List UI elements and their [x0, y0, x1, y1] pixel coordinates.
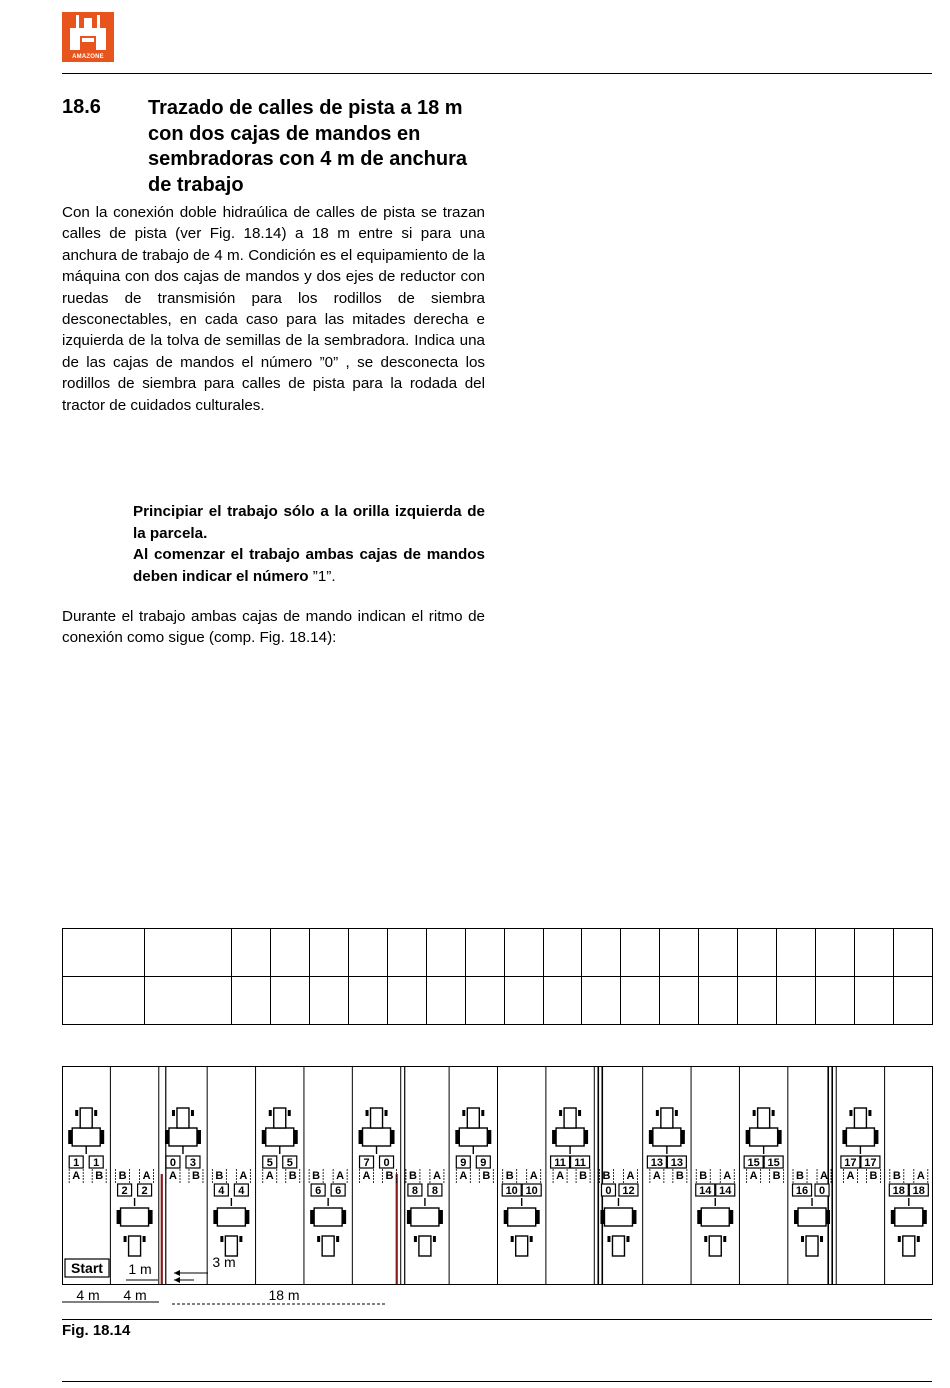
tractor-icon [68, 1108, 104, 1154]
half-side-label: B [482, 1170, 491, 1182]
half-side-label: B [869, 1170, 878, 1182]
control-box-left: 5 [266, 1157, 273, 1169]
control-box-left: 17 [844, 1157, 857, 1169]
arrow-icon [174, 1270, 180, 1283]
half-side-label: B [772, 1170, 781, 1182]
rhythm-paragraph: Durante el trabajo ambas cajas de mando indican el ritmo de conexión como sigue (comp. Fig. 18.14): [62, 608, 485, 647]
tractor-icon [262, 1108, 298, 1154]
pass-3 [165, 1108, 203, 1183]
half-side-label: A [168, 1170, 177, 1182]
tractor-icon [649, 1108, 685, 1154]
sequence-table [62, 928, 933, 1025]
half-side-label: A [142, 1170, 151, 1182]
control-box-right: 8 [431, 1185, 438, 1197]
control-box-left: 2 [121, 1185, 128, 1197]
half-side-label: B [602, 1170, 611, 1182]
note-number: ”1”. [312, 567, 336, 585]
tractor-logo-icon [62, 12, 114, 52]
tractor-icon [842, 1108, 878, 1154]
tractor-icon [165, 1108, 201, 1154]
half-side-label: A [652, 1170, 661, 1182]
header-rule [62, 73, 932, 74]
pass-10 [502, 1169, 541, 1256]
control-box-left: 9 [460, 1157, 467, 1169]
control-box-right: 12 [622, 1185, 635, 1197]
control-box-right: 5 [286, 1157, 293, 1169]
control-box-right: 4 [238, 1185, 245, 1197]
control-box-left: 0 [169, 1157, 177, 1169]
half-side-label: A [239, 1170, 248, 1182]
tractor-icon [455, 1108, 491, 1154]
half-side-label: B [312, 1170, 321, 1182]
start-label: Start [71, 1260, 103, 1276]
note-line-2 [133, 544, 485, 587]
control-box-right: 10 [525, 1185, 538, 1197]
amazone-logo [62, 12, 114, 62]
half-side-label: B [288, 1170, 297, 1182]
logo-text: AMAZONE [72, 54, 104, 60]
control-box-left: 0 [605, 1185, 612, 1197]
dim-1m-label: 1 m [128, 1261, 152, 1277]
intro-paragraph: Con la conexión doble hidraúlica de calles de pista se trazan calles de pista (ver Fig. 18.14) a 18 m entre si para una anchura de trabajo de 4 m. Condición es el equipamiento de la máquina con dos cajas de mandos y dos ejes de reductor con ruedas de transmisión para los rodillos de siembra desconectables, en cada caso para las mitades derecha e izquierda de la tolva de semillas de la sembradora. Indica una de las cajas de mandos el número ”0” , se desconecta los rodillos de siembra para calles de pista para la rodada del tractor de cuidados culturales. [62, 204, 485, 414]
dim-18m-label: 18 m [268, 1287, 300, 1303]
half-side-label: A [362, 1170, 371, 1182]
half-side-label: B [215, 1170, 224, 1182]
pass-12 [599, 1169, 638, 1256]
tractor-icon [697, 1198, 733, 1256]
control-box-left: 10 [505, 1185, 518, 1197]
half-side-label: A [820, 1170, 829, 1182]
dim-4m-a-label: 4 m [76, 1287, 100, 1303]
control-box-left: 18 [892, 1185, 905, 1197]
tractor-icon [310, 1198, 346, 1256]
tractor-icon [504, 1198, 540, 1256]
control-box-right: 14 [719, 1185, 732, 1197]
half-side-label: A [529, 1170, 538, 1182]
note-line-2-text: Al comenzar el trabajo ambas cajas de mandos deben indicar el número [133, 546, 485, 585]
half-side-label: B [699, 1170, 708, 1182]
control-box-left: 6 [315, 1185, 322, 1197]
control-box-right: 13 [670, 1157, 683, 1169]
table-cell [145, 929, 232, 977]
pass-8 [406, 1169, 444, 1256]
half-side-label: B [579, 1170, 588, 1182]
pass-9 [455, 1108, 493, 1183]
pass-16 [793, 1169, 832, 1256]
half-side-label: B [796, 1170, 805, 1182]
half-side-label: B [675, 1170, 684, 1182]
pass-18 [889, 1169, 928, 1256]
table-cell [63, 977, 145, 1025]
half-side-label: A [336, 1170, 345, 1182]
half-side-label: A [556, 1170, 565, 1182]
half-side-label: A [432, 1170, 441, 1182]
control-box-right: 3 [189, 1157, 197, 1169]
section-number: 18.6 [62, 96, 101, 118]
control-box-right: 15 [767, 1157, 780, 1169]
control-box-right: 17 [864, 1157, 877, 1169]
figure-rule [62, 1319, 932, 1320]
half-side-label: A [265, 1170, 274, 1182]
control-box-right: 1 [93, 1157, 100, 1169]
half-side-label: A [723, 1170, 732, 1182]
tractor-icon [600, 1198, 636, 1256]
control-box-left: 13 [650, 1157, 663, 1169]
half-side-label: A [626, 1170, 635, 1182]
half-side-label: B [408, 1170, 417, 1182]
tractor-icon [213, 1198, 249, 1256]
pass-13 [647, 1108, 687, 1183]
half-side-label: B [505, 1170, 514, 1182]
control-box-right: 9 [480, 1157, 487, 1169]
pass-2 [116, 1169, 154, 1256]
pass-4 [212, 1169, 250, 1256]
half-side-label: A [916, 1170, 925, 1182]
control-box-left: 7 [363, 1157, 370, 1169]
pass-15 [744, 1108, 784, 1183]
control-box-left: 15 [747, 1157, 760, 1169]
figure-caption: Fig. 18.14 [62, 1322, 131, 1339]
tractor-icon [359, 1108, 395, 1154]
tractor-icon [407, 1198, 443, 1256]
control-box-right: 11 [574, 1157, 586, 1169]
control-box-left: 1 [73, 1157, 80, 1169]
pass-6 [309, 1169, 347, 1256]
control-box-left: 16 [795, 1185, 809, 1197]
control-box-right: 2 [141, 1185, 148, 1197]
table-row [63, 929, 933, 977]
half-side-label: B [191, 1170, 200, 1182]
tractor-icon [794, 1198, 830, 1256]
table-cell [145, 977, 232, 1025]
dim-4m-b-label: 4 m [123, 1287, 147, 1303]
tractor-icon [891, 1198, 927, 1256]
half-side-label: B [95, 1170, 104, 1182]
pass-11 [551, 1108, 590, 1183]
tractor-icon [552, 1108, 588, 1154]
tramline-diagram [62, 1066, 933, 1312]
half-side-label: A [459, 1170, 468, 1182]
control-box-right: 0 [818, 1185, 826, 1197]
control-box-right: 6 [335, 1185, 342, 1197]
pass-7 [359, 1108, 397, 1183]
dim-3m-label: 3 m [212, 1254, 236, 1270]
control-box-left: 8 [411, 1185, 418, 1197]
half-side-label: A [749, 1170, 758, 1182]
control-box-left: 11 [554, 1157, 566, 1169]
half-side-label: B [118, 1170, 127, 1182]
half-side-label: A [72, 1170, 81, 1182]
warning-note [133, 501, 485, 587]
table-row [63, 977, 933, 1025]
half-side-label: B [385, 1170, 394, 1182]
control-box-left: 14 [699, 1185, 712, 1197]
section-title: Trazado de calles de pista a 18 m con dos cajas de mandos en sembradoras con 4 m de anchura de trabajo [148, 97, 468, 196]
pass-14 [696, 1169, 735, 1256]
pass-5 [262, 1108, 300, 1183]
table-cell [63, 929, 145, 977]
control-box-right: 18 [912, 1185, 925, 1197]
pass-1 [68, 1108, 106, 1183]
tractor-icon [746, 1108, 782, 1154]
footer-rule [62, 1381, 932, 1382]
half-side-label: B [892, 1170, 901, 1182]
control-box-right: 0 [383, 1157, 390, 1169]
tractor-icon [117, 1198, 153, 1256]
control-box-left: 4 [218, 1185, 225, 1197]
half-side-label: A [846, 1170, 855, 1182]
note-line-1: Principiar el trabajo sólo a la orilla izquierda de la parcela. [133, 503, 485, 542]
pass-17 [841, 1108, 881, 1183]
